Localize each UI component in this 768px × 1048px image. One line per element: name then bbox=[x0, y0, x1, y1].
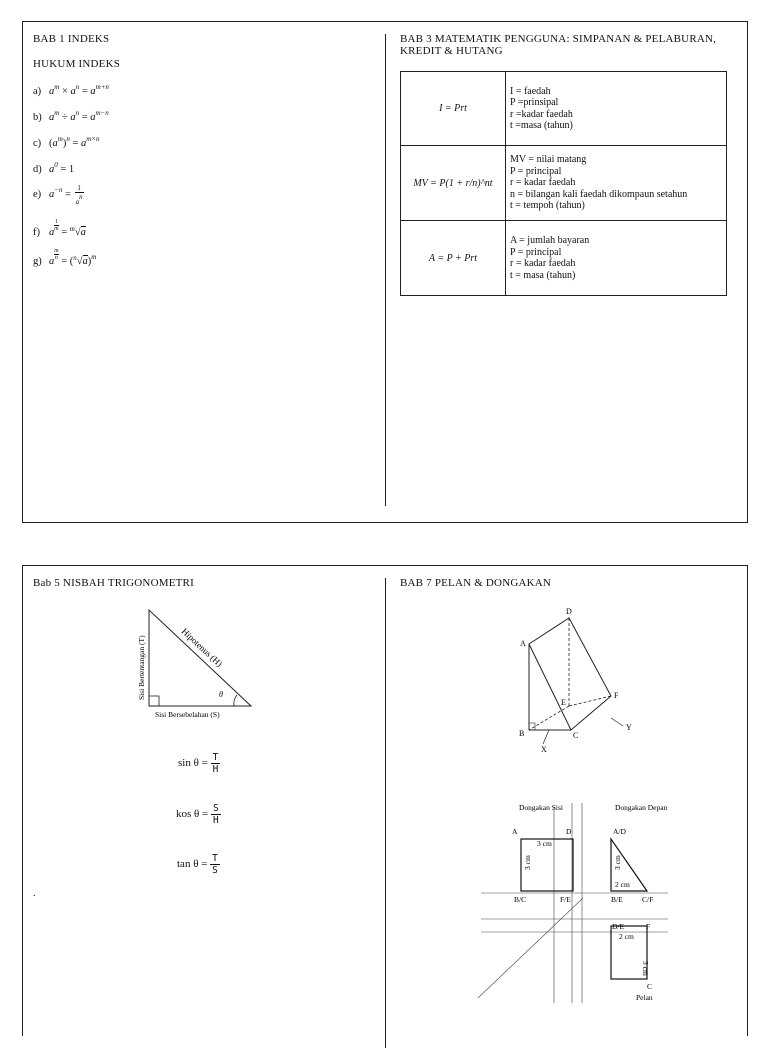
plan-width-dimension: 2 cm bbox=[619, 932, 634, 941]
plan-vertex-f: F bbox=[646, 922, 651, 931]
chapter1-heading: BAB 1 INDEKS bbox=[33, 33, 110, 45]
prism-diagram bbox=[511, 602, 631, 762]
tangent-formula: tan θ = $\frac{T}{S}$ bbox=[177, 853, 218, 876]
side-height-dimension: 3 cm bbox=[523, 855, 532, 870]
definitions-cell: MV = nilai matang P = principal r = kadar faedah n = bilangan kali faedah dikompaun setahun t = tempoh (tahun) bbox=[506, 146, 727, 221]
plan-vertex-de: D/E bbox=[612, 922, 625, 931]
side-vertex-bc: B/C bbox=[514, 895, 527, 904]
law-b: b) $a^m \div a^n = a^{m-n}$ bbox=[33, 109, 109, 123]
table-row bbox=[401, 221, 727, 296]
formula-compound-interest: MV = P(1 + r/n)^nt bbox=[401, 146, 506, 221]
view-x-label: X bbox=[541, 745, 547, 754]
side-vertex-fe: F/E bbox=[560, 895, 571, 904]
index-laws-heading: HUKUM INDEKS bbox=[33, 58, 121, 70]
side-vertex-a: A bbox=[512, 827, 518, 836]
law-g: g) a $\frac{m}{n} = (^n√a)^m$ bbox=[33, 248, 97, 267]
front-base-dimension: 2 cm bbox=[615, 880, 630, 889]
table-row bbox=[401, 146, 727, 221]
cosine-formula: kos θ = $\frac{S}{H}$ bbox=[176, 803, 219, 826]
plan-height-dimension: 3 cm bbox=[641, 961, 650, 976]
side-elevation-title: Dongakan Sisi bbox=[519, 803, 563, 812]
side-vertex-d: D bbox=[566, 827, 572, 836]
formula-table bbox=[400, 71, 727, 296]
front-vertex-ad: A/D bbox=[613, 827, 626, 836]
side-width-dimension: 3 cm bbox=[537, 839, 552, 848]
column-divider bbox=[385, 578, 386, 1048]
right-triangle-diagram bbox=[133, 600, 263, 720]
bottom-panel bbox=[22, 565, 748, 1036]
orthographic-projection bbox=[478, 798, 668, 1003]
law-c: c) $(a^m)^n = a^{m\times n}$ bbox=[33, 135, 100, 149]
chapter3-heading-line1: BAB 3 MATEMATIK PENGGUNA: SIMPANAN & PELABURAN, bbox=[400, 33, 717, 45]
vertex-label: A bbox=[520, 639, 526, 648]
plan-title: Pelan bbox=[636, 993, 653, 1002]
front-height-dimension: 3 cm bbox=[613, 855, 622, 870]
formula-simple-interest: I = Prt bbox=[401, 72, 506, 146]
law-d: d) $a^0 = 1$ bbox=[33, 161, 75, 175]
hypotenuse-label: Hipotenus (H) bbox=[179, 626, 225, 669]
vertex-label: B bbox=[519, 729, 525, 738]
chapter5-heading: Bab 5 NISBAH TRIGONOMETRI bbox=[33, 577, 194, 589]
front-vertex-cf: C/F bbox=[642, 895, 654, 904]
law-e: e) $a^{-n}$ = $\frac{1}{a^n}$ bbox=[33, 184, 83, 206]
table-row bbox=[401, 72, 727, 146]
definitions-cell: I = faedah P =prinsipal r =kadar faedah t =masa (tahun) bbox=[506, 72, 727, 146]
chapter7-heading: BAB 7 PELAN & DONGAKAN bbox=[400, 577, 552, 589]
vertex-label: E bbox=[561, 698, 566, 707]
definitions-cell: A = jumlah bayaran P = principal r = kadar faedah t = masa (tahun) bbox=[506, 221, 727, 296]
view-y-label: Y bbox=[626, 723, 632, 732]
law-f: f) a $\frac{1}{m} = ^m√a$ bbox=[33, 219, 86, 238]
angle-theta: θ bbox=[219, 690, 223, 699]
chapter3-heading-line2: KREDIT & HUTANG bbox=[400, 45, 503, 57]
adjacent-side-label: Sisi Bersebelahan (S) bbox=[155, 710, 220, 719]
column-divider bbox=[385, 34, 386, 506]
front-elevation-title: Dongakan Depan bbox=[615, 803, 668, 812]
vertex-label: C bbox=[573, 731, 579, 740]
front-vertex-be: B/E bbox=[611, 895, 623, 904]
stray-mark: . bbox=[33, 888, 36, 899]
plan-vertex-c: C bbox=[647, 982, 653, 991]
top-panel bbox=[22, 21, 748, 523]
vertex-label: D bbox=[566, 607, 572, 616]
vertex-label: F bbox=[614, 691, 619, 700]
law-a: a) $a^m \times a^n = a^{m+n}$ bbox=[33, 83, 109, 97]
opposite-side-label: Sisi Bertentangan (T) bbox=[137, 635, 146, 700]
formula-total-payment: A = P + Prt bbox=[401, 221, 506, 296]
sine-formula: sin θ = $\frac{T}{H}$ bbox=[178, 752, 219, 775]
